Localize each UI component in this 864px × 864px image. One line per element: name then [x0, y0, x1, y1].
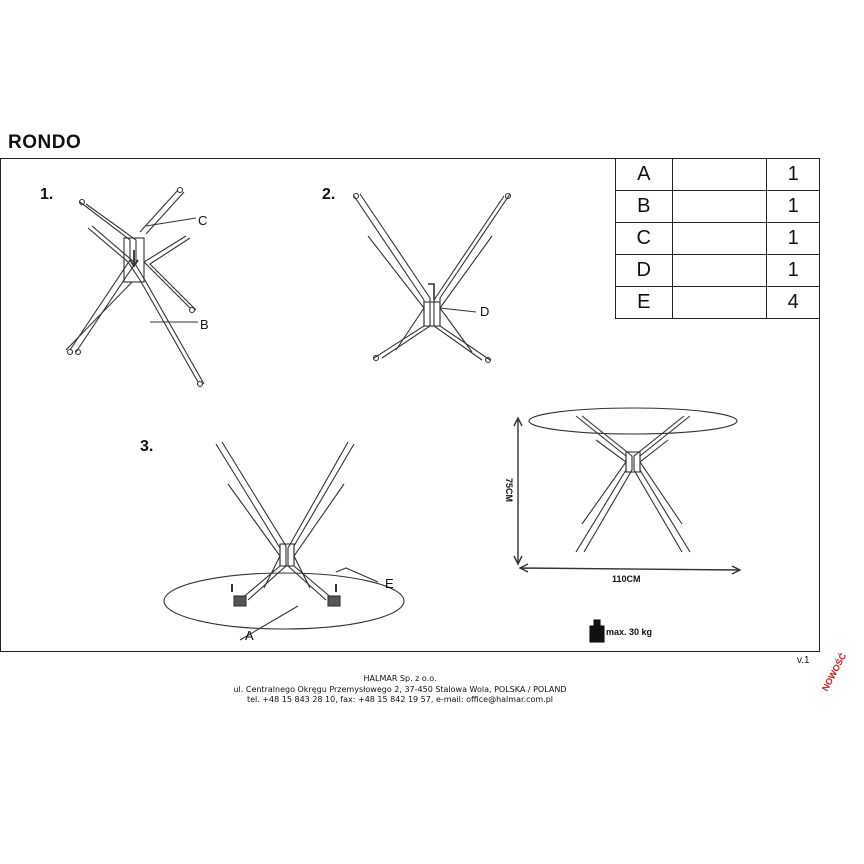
parts-row [616, 255, 820, 287]
parts-table [615, 158, 820, 319]
part-letter: B [616, 191, 673, 223]
parts-row [616, 223, 820, 255]
part-letter: C [616, 223, 673, 255]
max-load-label: max. 30 kg [606, 627, 653, 637]
part-qty: 1 [767, 255, 820, 287]
company-footer [200, 674, 600, 706]
assembled-table-drawing [514, 408, 740, 574]
part-picture [672, 255, 767, 287]
part-qty: 1 [767, 191, 820, 223]
callout-d: D [480, 304, 490, 319]
arrow-down-icon [130, 250, 138, 266]
part-letter: D [616, 255, 673, 287]
product-title: RONDO [8, 132, 82, 153]
company-address: ul. Centralnego Okręgu Przemysłowego 2, 37-450 Stalowa Wola, POLSKA / POLAND [233, 684, 567, 694]
part-qty: 4 [767, 287, 820, 319]
step2-drawing [354, 194, 511, 363]
step-2-label: 2. [322, 186, 336, 203]
parts-row [616, 287, 820, 319]
part-picture [672, 287, 767, 319]
callout-a: A [245, 628, 254, 643]
part-picture [672, 191, 767, 223]
part-picture [672, 223, 767, 255]
part-qty: 1 [767, 159, 820, 191]
screw-d-pointer-icon [428, 284, 434, 300]
parts-row [616, 191, 820, 223]
callout-c: C [198, 213, 208, 228]
callout-e: E [385, 576, 394, 591]
step1-drawing [66, 188, 204, 387]
part-letter: E [616, 287, 673, 319]
callout-b: B [200, 317, 209, 332]
part-qty: 1 [767, 223, 820, 255]
new-badge: NOWOŚĆ [820, 651, 849, 693]
parts-row [616, 159, 820, 191]
company-name: HALMAR Sp. z o.o. [363, 674, 437, 683]
weight-icon [590, 620, 604, 642]
glass-top-a [164, 573, 404, 629]
width-dimension: 110CM [612, 574, 641, 584]
step-1-label: 1. [40, 186, 54, 203]
height-dimension: 75CM [504, 478, 514, 503]
step3-drawing [164, 442, 404, 640]
step-3-label: 3. [140, 438, 154, 455]
part-letter: A [616, 159, 673, 191]
version-label: v.1 [797, 655, 810, 666]
company-contact: tel. +48 15 843 28 10, fax: +48 15 842 19 57, e-mail: office@halmar.com.pl [246, 695, 553, 704]
part-picture [672, 159, 767, 191]
